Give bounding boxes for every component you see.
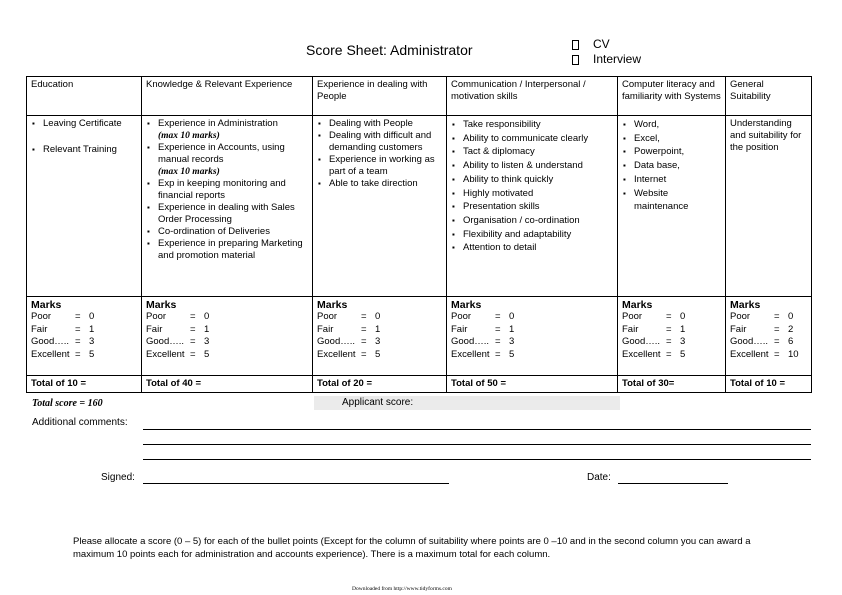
instructions-note: Please allocate a score (0 – 5) for each of the bullet points (Except for the column of suitability where points are 0 –10 and in the second column you can award a maximum 10 points each for administration and accounts experience). There is a maximum total for each column.	[73, 536, 751, 560]
checkbox-interview[interactable]	[572, 55, 579, 65]
header-row	[27, 77, 812, 116]
marks-scale-row	[31, 336, 137, 349]
comments-line-1[interactable]	[143, 429, 811, 430]
marks-scale-row	[317, 324, 442, 337]
marks-heading: Marks	[730, 299, 761, 311]
marks-scale-label: Excellent	[451, 349, 490, 361]
criteria-communication	[447, 116, 618, 297]
marks-equals: =	[361, 311, 367, 322]
marks-equals: =	[75, 323, 81, 335]
criteria-education	[27, 116, 142, 297]
list-item: ▪ Word,	[634, 118, 721, 132]
marks-scale-value: 3	[89, 336, 95, 348]
list-item: ▪ Ability to communicate clearly	[463, 132, 613, 146]
marks-scale-label: Good…..	[31, 336, 70, 348]
list-item: ▪ Co-ordination of Deliveries	[158, 226, 308, 238]
date-label: Date:	[587, 472, 611, 483]
criteria-row	[27, 116, 812, 297]
marks-equals: =	[774, 349, 780, 361]
marks-scale-row	[622, 324, 721, 337]
marks-equals: =	[190, 311, 196, 322]
marks-scale-value: 3	[680, 336, 686, 348]
max-marks-note: (max 10 marks)	[158, 131, 220, 141]
marks-scale-row	[146, 336, 308, 349]
marks-scale-row	[622, 349, 721, 362]
marks-scale-label: Poor	[31, 311, 52, 322]
marks-scale-label: Fair	[31, 323, 48, 335]
list-item: ▪ Attention to detail	[463, 241, 613, 255]
marks-equals: =	[361, 349, 367, 361]
marks-scale-row	[622, 311, 721, 324]
marks-scale-row	[451, 311, 613, 324]
marks-scale-value: 0	[788, 311, 794, 322]
marks-heading: Marks	[31, 299, 62, 311]
marks-scale-row	[146, 324, 308, 337]
marks-scale-row	[317, 349, 442, 362]
header-education: Education	[27, 77, 142, 116]
marks-scale-row	[451, 336, 613, 349]
marks-scale-row	[317, 336, 442, 349]
list-item: ▪ Organisation / co-ordination	[463, 214, 613, 228]
marks-equals: =	[666, 349, 672, 361]
marks-scale-row	[146, 311, 308, 324]
marks-equals: =	[75, 336, 81, 348]
marks-scale-row	[730, 311, 807, 324]
list-item: ▪ Powerpoint,	[634, 145, 721, 159]
checkbox-cv-row[interactable]	[572, 37, 641, 52]
list-item: ▪ Excel,	[634, 132, 721, 146]
checkbox-cv[interactable]	[572, 40, 579, 50]
marks-scale-label: Excellent	[31, 349, 70, 361]
applicant-score-label: Applicant score:	[342, 397, 414, 408]
marks-scale-value: 1	[680, 323, 686, 335]
marks-scale-label: Good…..	[730, 336, 769, 348]
marks-equals: =	[361, 323, 367, 335]
marks-scale-row	[31, 349, 137, 362]
marks-scale-label: Fair	[146, 323, 163, 335]
marks-heading: Marks	[317, 299, 348, 311]
header-people: Experience in dealing with People	[313, 77, 447, 116]
marks-scale-label: Excellent	[730, 349, 769, 361]
marks-scale-value: 6	[788, 336, 794, 348]
list-item: ▪ Experience in Administration (max 10 marks)	[158, 118, 308, 142]
marks-scale-label: Fair	[317, 323, 334, 335]
marks-scale-label: Poor	[451, 311, 472, 322]
marks-scale-row	[451, 324, 613, 337]
marks-scale-label: Fair	[730, 323, 747, 335]
marks-scale-value: 5	[509, 349, 515, 361]
date-line[interactable]	[618, 483, 728, 484]
marks-scale-label: Excellent	[317, 349, 356, 361]
total-score: Total score = 160	[32, 398, 103, 409]
list-item: ▪ Ability to listen & understand	[463, 159, 613, 173]
marks-scale-row	[451, 349, 613, 362]
total-communication[interactable]: Total of 50 =	[447, 376, 618, 393]
marks-scale-value: 5	[89, 349, 95, 361]
criteria-people	[313, 116, 447, 297]
list-item: ▪ Ability to think quickly	[463, 173, 613, 187]
comments-line-2[interactable]	[143, 444, 811, 445]
list-item: ▪ Presentation skills	[463, 200, 613, 214]
marks-equals: =	[75, 311, 81, 322]
marks-heading: Marks	[622, 299, 653, 311]
marks-scale-value: 1	[89, 323, 95, 335]
marks-scale-value: 3	[375, 336, 381, 348]
checkbox-interview-label: Interview	[593, 52, 642, 66]
list-item: ▪ Tact & diplomacy	[463, 145, 613, 159]
marks-equals: =	[190, 323, 196, 335]
total-knowledge[interactable]: Total of 40 =	[142, 376, 313, 393]
marks-scale-label: Fair	[622, 323, 639, 335]
list-item: ▪ Highly motivated	[463, 187, 613, 201]
marks-scale-value: 5	[680, 349, 686, 361]
marks-cell	[27, 297, 142, 376]
total-suitability[interactable]: Total of 10 =	[726, 376, 812, 393]
marks-scale-value: 2	[788, 323, 794, 335]
marks-scale-value: 3	[509, 336, 515, 348]
list-item: ▪ Internet	[634, 173, 721, 187]
marks-scale-row	[317, 311, 442, 324]
list-item: ▪ Experience in Accounts, using manual records (max 10 marks)	[158, 142, 308, 178]
marks-scale-value: 0	[375, 311, 381, 322]
comments-line-3[interactable]	[143, 459, 811, 460]
total-people[interactable]: Total of 20 =	[313, 376, 447, 393]
footer-link[interactable]: Downloaded from http://www.tidyforms.com	[352, 586, 452, 592]
marks-scale-row	[31, 324, 137, 337]
marks-scale-value: 0	[509, 311, 515, 322]
marks-heading: Marks	[451, 299, 482, 311]
marks-scale-label: Good…..	[451, 336, 490, 348]
list-item: ▪ Experience in preparing Marketing and promotion material	[158, 238, 308, 262]
applicant-score-field[interactable]	[314, 396, 620, 410]
marks-scale-value: 10	[788, 349, 799, 361]
list-item: ▪ Experience in dealing with Sales Order Processing	[158, 202, 308, 226]
criteria-knowledge	[142, 116, 313, 297]
marks-scale-value: 3	[204, 336, 210, 348]
marks-scale-label: Good…..	[317, 336, 356, 348]
header-knowledge: Knowledge & Relevant Experience	[142, 77, 313, 116]
list-item: ▪ Relevant Training	[43, 144, 137, 156]
marks-equals: =	[666, 336, 672, 348]
document-type-checklist	[572, 37, 641, 67]
marks-equals: =	[495, 336, 501, 348]
total-education[interactable]: Total of 10 =	[27, 376, 142, 393]
marks-equals: =	[75, 349, 81, 361]
marks-scale-row	[730, 336, 807, 349]
marks-scale-value: 1	[509, 323, 515, 335]
marks-scale-row	[31, 311, 137, 324]
marks-scale-value: 0	[204, 311, 210, 322]
marks-scale-row	[146, 349, 308, 362]
marks-scale-label: Poor	[146, 311, 167, 322]
list-item: ▪ Able to take direction	[329, 178, 442, 190]
marks-equals: =	[495, 311, 501, 322]
marks-scale-label: Good…..	[622, 336, 661, 348]
marks-equals: =	[666, 311, 672, 322]
marks-scale-row	[730, 324, 807, 337]
marks-scale-label: Fair	[451, 323, 468, 335]
marks-scale-value: 1	[204, 323, 210, 335]
marks-scale-label: Poor	[317, 311, 338, 322]
marks-cell	[726, 297, 812, 376]
marks-scale-row	[730, 349, 807, 362]
marks-scale-label: Poor	[730, 311, 751, 322]
list-item: ▪ Take responsibility	[463, 118, 613, 132]
marks-equals: =	[190, 336, 196, 348]
marks-scale-value: 5	[375, 349, 381, 361]
max-marks-note: (max 10 marks)	[158, 167, 220, 177]
checkbox-interview-row[interactable]	[572, 52, 641, 67]
totals-row	[27, 376, 812, 393]
marks-cell	[142, 297, 313, 376]
list-item: ▪ Website maintenance	[634, 187, 721, 214]
marks-cell	[313, 297, 447, 376]
marks-cell	[447, 297, 618, 376]
marks-cell	[618, 297, 726, 376]
additional-comments-label: Additional comments:	[32, 417, 128, 428]
signature-line[interactable]	[143, 483, 449, 484]
total-computer[interactable]: Total of 30=	[618, 376, 726, 393]
list-item: ▪ Exp in keeping monitoring and financial reports	[158, 178, 308, 202]
criteria-computer	[618, 116, 726, 297]
marks-scale-value: 0	[89, 311, 95, 322]
marks-equals: =	[361, 336, 367, 348]
list-item: ▪ Experience in working as part of a team	[329, 154, 442, 178]
list-item: ▪ Leaving Certificate	[43, 118, 137, 130]
header-computer: Computer literacy and familiarity with Systems	[618, 77, 726, 116]
marks-scale-value: 5	[204, 349, 210, 361]
list-item: ▪ Dealing with difficult and demanding customers	[329, 130, 442, 154]
marks-scale-row	[622, 336, 721, 349]
marks-equals: =	[774, 311, 780, 322]
checkbox-cv-label: CV	[593, 37, 610, 51]
list-item: ▪ Dealing with People	[329, 118, 442, 130]
page-title: Score Sheet: Administrator	[306, 42, 473, 58]
marks-scale-value: 1	[375, 323, 381, 335]
criteria-suitability: Understanding and suitability for the position	[726, 116, 812, 297]
list-item: ▪ Data base,	[634, 159, 721, 173]
marks-equals: =	[495, 349, 501, 361]
marks-equals: =	[666, 323, 672, 335]
marks-scale-label: Good…..	[146, 336, 185, 348]
list-item: ▪ Flexibility and adaptability	[463, 228, 613, 242]
marks-scale-label: Excellent	[622, 349, 661, 361]
marks-scale-value: 0	[680, 311, 686, 322]
score-table	[26, 76, 812, 393]
marks-equals: =	[774, 336, 780, 348]
marks-scale-label: Poor	[622, 311, 643, 322]
header-suitability: General Suitability	[726, 77, 812, 116]
marks-scale-label: Excellent	[146, 349, 185, 361]
marks-row	[27, 297, 812, 376]
marks-equals: =	[774, 323, 780, 335]
header-communication: Communication / Interpersonal / motivation skills	[447, 77, 618, 116]
marks-equals: =	[495, 323, 501, 335]
marks-heading: Marks	[146, 299, 177, 311]
signed-label: Signed:	[101, 472, 135, 483]
marks-equals: =	[190, 349, 196, 361]
